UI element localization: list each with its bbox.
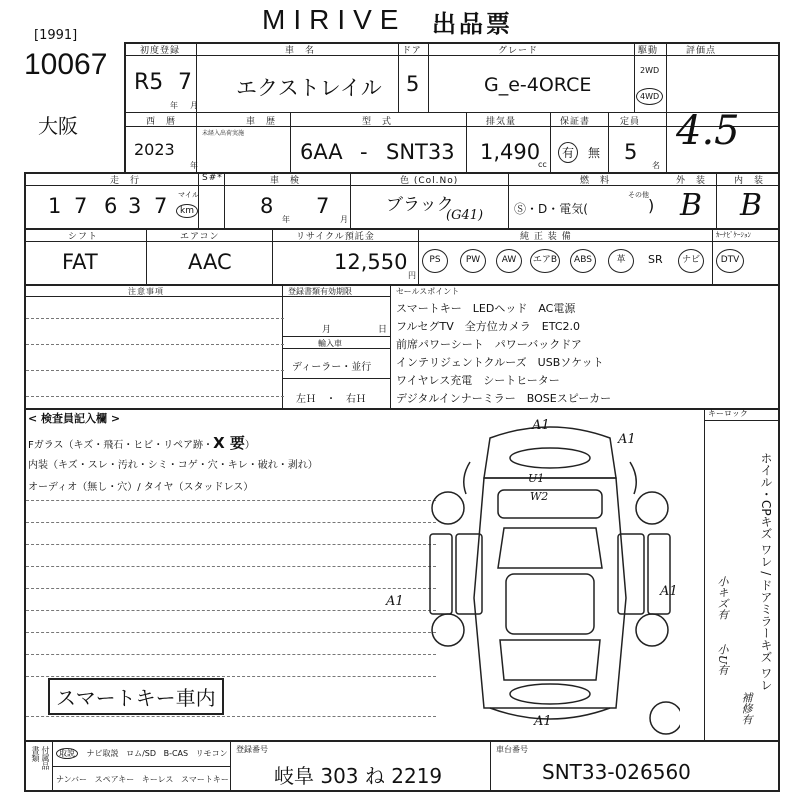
recycle-fee: 12,550	[334, 250, 408, 274]
damage-mark: A1	[660, 584, 678, 599]
displacement-value: 1,490	[480, 140, 541, 164]
docs-label: 書類	[31, 746, 40, 762]
equip-pw-circled: PW	[460, 249, 486, 273]
right-sub-note: 小キズ有	[716, 576, 729, 620]
plate-label: 登録番号	[236, 745, 268, 754]
inspection-label: 車 検	[270, 176, 301, 186]
grade-value: G_e-4ORCE	[484, 74, 592, 96]
color-value: ブラック	[386, 195, 454, 215]
key-note-box: スマートキー車内	[48, 678, 224, 715]
unit-km-circled: km	[176, 204, 198, 218]
warranty-yes-circled: 有	[558, 142, 578, 163]
first-reg-label: 初度登録	[140, 46, 181, 56]
warranty-no: 無	[588, 146, 601, 160]
western-year-unit: 年	[190, 161, 198, 170]
meter-label: S#*	[202, 173, 223, 183]
sales-point-label: セールスポイント	[396, 287, 460, 296]
drive-4wd-circled: 4WD	[636, 88, 663, 105]
equip-aw-circled: AW	[496, 249, 522, 273]
expiry-month-label: 月	[322, 325, 332, 335]
equipment-label: 純 正 装 備	[520, 232, 572, 242]
glass-close: ）	[244, 440, 255, 451]
model-label: 型 式	[362, 117, 393, 127]
inspection-year-unit: 年	[282, 215, 290, 224]
displacement-label: 排気量	[486, 117, 517, 127]
option-navi-manual: ナビ取説	[86, 749, 119, 758]
interior-condition: 内装（キズ・スレ・汚れ・シミ・コゲ・穴・キレ・破れ・剥れ）	[28, 460, 318, 471]
score-label: 評価点	[686, 46, 717, 56]
header-tag: [1991]	[34, 28, 78, 43]
capacity-unit: 名	[652, 161, 660, 170]
damage-mark: A1	[532, 418, 550, 433]
mileage-label: 走 行	[110, 176, 141, 186]
doors-value: 5	[406, 72, 420, 96]
options-row-1	[56, 748, 228, 759]
glass-condition	[28, 432, 255, 453]
inspection-month: 7	[316, 194, 330, 218]
venue-name: 大阪	[38, 114, 78, 138]
yen-unit: 円	[408, 271, 416, 280]
audio-tire-condition: オーディオ（無し・穴）/ タイヤ（スタッドレス）	[28, 482, 254, 493]
capacity-value: 5	[624, 140, 638, 164]
warranty-label: 保証書	[560, 117, 591, 127]
option-keyless: キーレス	[141, 775, 174, 784]
western-year-label: 西 暦	[146, 117, 177, 127]
cc-unit: cc	[538, 160, 547, 169]
reg-era-year: R5	[134, 70, 164, 95]
mileage-digit: 6	[104, 194, 118, 218]
handle-side: 左Ｈ ・ 右Ｈ	[296, 394, 366, 405]
damage-mark: U1	[528, 472, 545, 485]
option-manual-circled: 取説	[56, 748, 78, 759]
reg-month: 7	[178, 70, 192, 95]
exterior-grade: B	[680, 188, 703, 223]
mileage-digit: 1	[48, 194, 62, 218]
option-spare-key: スペアキー	[94, 775, 135, 784]
year-unit: 年	[170, 101, 178, 110]
mileage-digit: 7	[154, 194, 168, 218]
items-label: 付属品	[41, 746, 50, 770]
inspection-month-unit: 月	[340, 215, 348, 224]
options-row-2	[56, 774, 229, 785]
fuel-label: 燃 料	[580, 176, 611, 186]
damage-mark: W2	[530, 490, 549, 503]
car-damage-diagram	[420, 418, 680, 740]
key-lock-label: キーロック	[708, 409, 748, 418]
capacity-label: 定員	[620, 117, 641, 127]
caution-label: 注意事項	[128, 287, 164, 296]
unit-mile: マイル	[178, 191, 199, 199]
color-label: 色 (Col.No)	[400, 176, 459, 186]
mileage-digit: 3	[128, 194, 142, 218]
ac-value: AAC	[188, 250, 232, 274]
shift-value: FAT	[62, 250, 98, 274]
western-year: 2023	[134, 140, 175, 159]
lot-number: 10067	[24, 48, 108, 81]
drive-label: 駆動	[638, 46, 659, 56]
chassis-label: 車台番号	[496, 745, 528, 754]
equip-airbag-circled: エアB	[530, 249, 560, 273]
sales-point-line: ワイヤレス充電 シートヒーター	[396, 374, 560, 387]
interior-label: 内 装	[734, 176, 765, 186]
car-history-label: 車 歴	[246, 117, 277, 127]
ac-label: エアコン	[180, 232, 220, 242]
shift-label: シフト	[68, 232, 99, 242]
damage-mark: A1	[534, 714, 552, 729]
exterior-label: 外 装	[676, 176, 707, 186]
sales-point-line: デジタルインナーミラー BOSEスピーカー	[396, 392, 612, 405]
damage-mark: A1	[618, 432, 636, 447]
chassis-number: SNT33-026560	[542, 760, 691, 784]
inspection-title: < 検査員記入欄 >	[28, 412, 121, 425]
right-side-note: ホイル・CPキズ ワレ / ドアミラーキズ ワレ	[759, 452, 773, 691]
model-prefix: 6AA	[300, 140, 343, 164]
import-label: 輸入車	[318, 339, 342, 348]
equipment-list	[422, 249, 778, 277]
car-name-label: 車 名	[285, 46, 316, 56]
dealer-parallel: ディーラー・並行	[292, 362, 372, 373]
equip-leather-circled: 革	[608, 249, 634, 273]
damage-mark: A1	[386, 594, 404, 609]
model-dash: -	[360, 140, 368, 164]
plate-number: 岐阜 303 ね 2219	[274, 764, 443, 788]
option-plate: ナンバー	[56, 775, 88, 784]
option-remote: リモコン	[195, 749, 228, 758]
doors-label: ドア	[402, 46, 422, 56]
right-sub-note: 小U有	[716, 644, 729, 676]
sales-point-line: 前席パワーシート パワーバックドア	[396, 338, 582, 351]
equip-ps-circled: PS	[422, 249, 448, 273]
grade-label: グレード	[498, 46, 539, 56]
glass-mark: X 要	[213, 434, 245, 452]
sales-point-line: フルセグTV 全方位カメラ ETC2.0	[396, 320, 581, 333]
reg-expiry-label: 登録書類有効期限	[288, 287, 352, 296]
fuel-close: )	[648, 196, 655, 215]
fuel-options: Ⓢ・D・電気(	[514, 202, 588, 216]
recycle-label: リサイクル預託金	[296, 232, 375, 242]
equip-sunroof: SR	[648, 253, 663, 266]
month-unit: 月	[190, 101, 198, 110]
right-sub-note: 補修有	[740, 692, 753, 725]
expiry-day-label: 日	[378, 325, 388, 335]
form-brand: MIRIVE	[262, 4, 407, 35]
color-code: (G41)	[446, 208, 484, 223]
inspection-year: 8	[260, 194, 274, 218]
equip-dtv-circled: DTV	[716, 249, 744, 273]
glass-condition-text: Fガラス（キズ・飛石・ヒビ・リペア跡・	[28, 440, 214, 451]
drive-2wd: 2WD	[640, 66, 660, 75]
interior-grade: B	[740, 188, 763, 223]
evaluation-score: 4.5	[676, 108, 740, 154]
fuel-other: その他	[628, 191, 649, 199]
mileage-digit: 7	[74, 194, 88, 218]
equip-abs-circled: ABS	[570, 249, 596, 273]
sales-point-line: スマートキー LEDヘッド AC電源	[396, 302, 576, 315]
option-bcas: B-CAS	[163, 749, 189, 758]
equip-navi-circled: ナビ	[678, 249, 704, 273]
sales-point-line: インテリジェントクルーズ USBソケット	[396, 356, 604, 369]
car-history-note: 未経入出荷実施	[202, 130, 245, 137]
car-name: エクストレイル	[236, 76, 382, 100]
option-rom-sd: ロム/SD	[126, 749, 157, 758]
model-code: SNT33	[386, 140, 455, 164]
option-smart-key: スマートキー	[180, 775, 229, 784]
form-title: 出品票	[432, 10, 513, 38]
navi-type-label: ｶｰﾅﾋﾞｹｰｼｮﾝ	[716, 231, 751, 239]
